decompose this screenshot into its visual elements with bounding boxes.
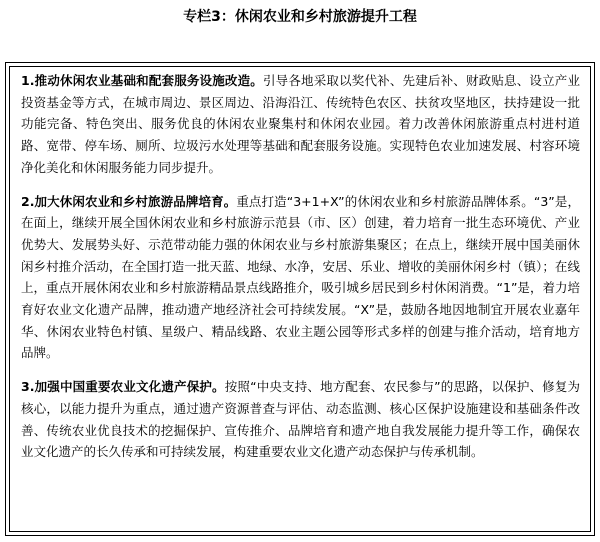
section-1-body: 引导各地采取以奖代补、先建后补、财政贴息、设立产业投资基金等方式，在城市周边、景区周边、沿海沿江、传统特色农区、扶贫攻坚地区，扶持建设一批功能完备、特色突出、服务优良的休闲农业聚集村和休闲农业园。着力改善休闲旅游重点村进村道路、宽带、停车场、厕所、垃圾污水处理等基础和配套服务设施。实现特色农业加速发展、村容环境净化美化和休闲服务能力同步提升。: [21, 73, 580, 175]
section-1-paragraph: [21, 70, 580, 179]
section-3-paragraph: [21, 376, 580, 463]
column-box-inner: [9, 66, 591, 532]
section-2-heading: 2.加大休闲农业和乡村旅游品牌培育。: [21, 193, 237, 209]
section-3-heading: 3.加强中国重要农业文化遗产保护。: [21, 379, 225, 395]
section-1-heading: 1.推动休闲农业基础和配套服务设施改造。: [21, 73, 263, 88]
section-3-body: 按照“中央支持、地方配套、农民参与”的思路，以保护、修复为核心，以能力提升为重点，通过遗产资源普查与评估、动态监测、核心区保护设施建设和基础条件改善、传统农业优良技术的挖掘保护、宣传推介、品牌培育和遗产地自我发展能力提升等工作，确保农业文化遗产的长久传承和可持续发展，构建重要农业文化遗产动态保护与传承机制。: [21, 379, 581, 460]
column-box: [5, 62, 595, 536]
section-2-paragraph: [21, 191, 580, 365]
section-2-body: 重点打造“3+1+X”的休闲农业和乡村旅游品牌体系。“3”是，在面上，继续开展全国休闲农业和乡村旅游示范县（市、区）创建，着力培育一批生态环境优、产业优势大、发展势头好、示范带动能力强的休闲农业与乡村旅游集聚区；在点上，继续开展中国美丽休闲乡村推介活动，在全国打造一批天蓝、地绿、水净，安居、乐业、增收的美丽休闲乡村（镇）；在线上，重点开展休闲农业和乡村旅游精品景点线路推介，吸引城乡居民到乡村休闲消费。“1”是，着力培育好农业文化遗产品牌，推动遗产地经济社会可持续发展。“X”是，鼓励各地因地制宜开展农业嘉年华、休闲农业特色村镇、星级户、精品线路、农业主题公园等形式多样的创建与推介活动，培育地方品牌。: [21, 193, 580, 361]
document-title: 专栏3：休闲农业和乡村旅游提升工程: [183, 9, 417, 25]
